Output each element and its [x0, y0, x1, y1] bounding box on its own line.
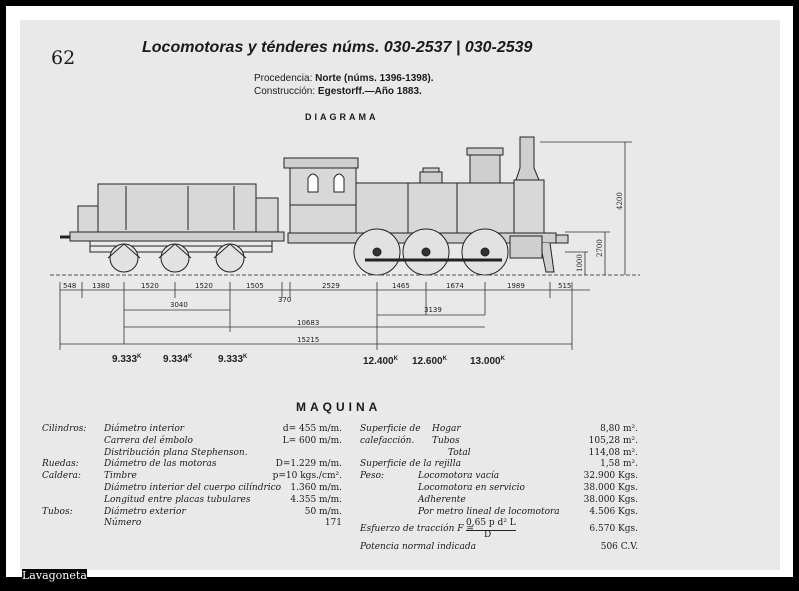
spec-row: Superficie de la rejilla 1,58 m². [360, 459, 638, 470]
dim-10683: 10683 [297, 319, 320, 327]
diagram-heading: DIAGRAMA [305, 112, 379, 122]
axle-weight-6: $13.000^K$ [470, 356, 505, 367]
traction-numerator: 0,65 p d² L [466, 518, 516, 531]
spec-row: Superficie de Hogar 8,80 m². [360, 424, 638, 434]
page-title: Locomotoras y ténderes núms. 030-2537 | 030-2539 [142, 39, 533, 56]
dim-seg-6: 370 [278, 296, 292, 304]
left-spec-table [42, 424, 342, 530]
axle-weight-4: $12.400^K$ [363, 356, 398, 367]
spec-row: Caldera: Timbre p=10 kgs./cm². [42, 471, 342, 482]
dim-height-4200: 4200 [616, 192, 624, 210]
traction-value: 6.570 Kgs. [589, 524, 638, 535]
axle-weight-2: $9.334^K$ [163, 354, 193, 365]
dim-seg-2: 1380 [92, 282, 110, 290]
spec-row: Peso: Locomotora vacía 32.900 Kgs. [360, 471, 638, 482]
axle-weight-1: $9.333^K$ [112, 354, 142, 365]
dim-15215: 15215 [297, 336, 320, 344]
spec-row: Locomotora en servicio 38.000 Kgs. [418, 482, 638, 493]
document-page [20, 20, 780, 570]
power-row: Potencia normal indicada 506 C.V. [360, 542, 638, 553]
dim-seg-7: 2529 [322, 282, 340, 290]
length-dimensions [60, 282, 590, 350]
dim-seg-9: 1674 [446, 282, 464, 290]
dim-seg-3: 1520 [141, 282, 159, 290]
dim-seg-5: 1505 [246, 282, 264, 290]
engine-drawing [284, 137, 568, 275]
traction-row: Esfuerzo de tracción F = 0,65 p d² L D 6.570 Kgs. [360, 518, 638, 541]
spec-row: Longitud entre placas tubulares 4.355 m/m. [104, 494, 342, 505]
dim-height-1000: 1000 [576, 254, 584, 272]
construccion-label: Construcción: [254, 86, 316, 97]
dim-seg-11: 515 [558, 282, 572, 290]
dim-seg-8: 1465 [392, 282, 410, 290]
dim-3040: 3040 [170, 301, 188, 309]
procedencia-value: Norte (núms. 1396-1398). [315, 73, 434, 84]
dim-height-2700: 2700 [596, 239, 604, 257]
locomotive-diagram [20, 20, 780, 400]
spec-row: Diámetro interior del cuerpo cilíndrico 1.360 m/m. [104, 482, 342, 493]
dim-seg-1: 548 [63, 282, 77, 290]
dim-3139: 3139 [424, 306, 442, 314]
dim-seg-10: 1989 [507, 282, 525, 290]
traction-denominator: D [484, 530, 492, 541]
spec-row: Tubos: Diámetro exterior 50 m/m. [42, 506, 342, 517]
tender-drawing [60, 184, 284, 272]
spec-row: Adherente 38.000 Kgs. [418, 494, 638, 505]
axle-weight-5: $12.600^K$ [412, 356, 447, 367]
construccion-value: Egestorff.—Año 1883. [317, 86, 422, 97]
section-heading: MAQUINA [296, 400, 382, 414]
right-spec-table [360, 424, 638, 554]
spec-row: Por metro lineal de locomotora 4.506 Kgs. [418, 506, 638, 517]
spec-row: calefacción. Tubos 105,28 m². [360, 435, 638, 446]
spec-row: Distribución plana Stephenson. [104, 447, 248, 458]
axle-weight-3: $9.333^K$ [218, 354, 248, 365]
spec-row: Número 171 [104, 518, 342, 529]
spec-row: Ruedas: Diámetro de las motoras D=1.229 m/m. [42, 459, 342, 470]
spec-row: Total 114,08 m². [448, 447, 638, 458]
page-number: 62 [51, 47, 76, 69]
spec-row: Cilindros: Diámetro interior d= 455 m/m. [42, 424, 342, 434]
watermark-caption: Lavagoneta [22, 569, 87, 582]
dim-seg-4: 1520 [195, 282, 213, 290]
spec-row: Carrera del émbolo L= 600 m/m. [104, 435, 342, 446]
procedencia-label: Procedencia: [254, 73, 313, 84]
